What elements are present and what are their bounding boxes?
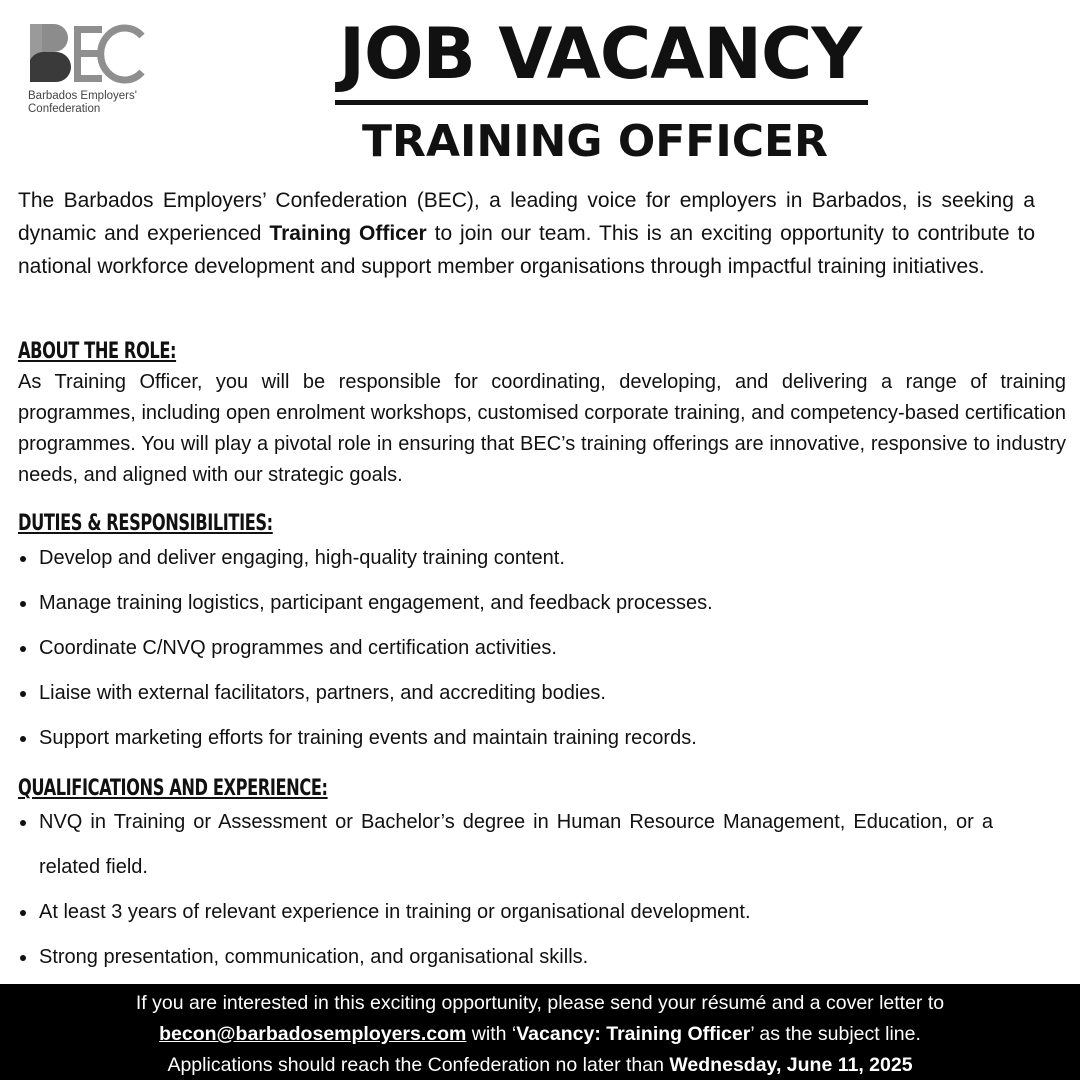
page-title: JOB VACANCY	[338, 13, 862, 95]
footer-line1: If you are interested in this exciting opportunity, please send your résumé and a cover letter to	[135, 992, 945, 1014]
footer-subject-after: ’ as the subject line.	[750, 1023, 921, 1045]
bec-logo-mark	[28, 22, 146, 86]
list-item: Strong presentation, communication, and organisational skills.	[18, 935, 993, 980]
email-link[interactable]: becon@barbadosemployers.com	[159, 1023, 467, 1045]
intro-paragraph	[18, 184, 1035, 283]
list-item: NVQ in Training or Assessment or Bachelor’s degree in Human Resource Management, Education, or a related field.	[18, 800, 993, 890]
footer-with-text: with ‘	[466, 1023, 517, 1045]
logo-org-line2: Confederation	[28, 103, 101, 115]
list-item: At least 3 years of relevant experience in training or organisational development.	[18, 890, 993, 935]
about-text: As Training Officer, you will be responsible for coordinating, developing, and delivering a range of training programmes, including open enrolment workshops, customised corporate training, and competency-based certification programmes. You will play a pivotal role in ensuring that BEC’s training offerings are innovative, responsive to industry needs, and aligned with our strategic goals.	[18, 371, 1066, 486]
about-section	[18, 337, 1066, 491]
duties-heading: DUTIES & RESPONSIBILITIES:	[18, 511, 273, 536]
bec-logo	[28, 22, 178, 116]
list-item: Coordinate C/NVQ programmes and certification activities.	[18, 626, 1066, 671]
intro-text-before: The Barbados Employers’ Confederation (BEC), a leading voice for employers in Barbados, is seeking a dynamic and experienced	[18, 189, 1035, 245]
duties-section	[18, 509, 1066, 761]
intro-text-after: to join our team. This is an exciting opportunity to contribute to national workforce development and support member organisations through impactful training initiatives.	[18, 222, 1035, 278]
footer-line2	[0, 1019, 1080, 1050]
subject-line: Vacancy: Training Officer	[516, 1023, 751, 1045]
intro-bold-role: Training Officer	[269, 222, 427, 245]
about-heading: ABOUT THE ROLE:	[18, 339, 177, 364]
footer-deadline-text: Applications should reach the Confederation no later than	[167, 1054, 670, 1076]
footer-line3	[0, 1050, 1080, 1081]
qualifications-section	[18, 774, 1066, 980]
title-divider	[335, 100, 868, 105]
qualifications-list	[18, 800, 993, 980]
list-item: Support marketing efforts for training events and maintain training records.	[18, 716, 1066, 761]
list-item: Develop and deliver engaging, high-quality training content.	[18, 536, 1066, 581]
logo-org-name	[28, 90, 178, 116]
logo-org-line1: Barbados Employers'	[28, 90, 137, 102]
list-item: Liaise with external facilitators, partners, and accrediting bodies.	[18, 671, 1066, 716]
job-title: TRAINING OFFICER	[362, 116, 828, 167]
application-footer	[0, 984, 1080, 1080]
qualifications-heading: QUALIFICATIONS AND EXPERIENCE:	[18, 776, 328, 801]
list-item: Manage training logistics, participant engagement, and feedback processes.	[18, 581, 1066, 626]
duties-list	[18, 536, 1066, 761]
deadline-date: Wednesday, June 11, 2025	[669, 1054, 913, 1076]
